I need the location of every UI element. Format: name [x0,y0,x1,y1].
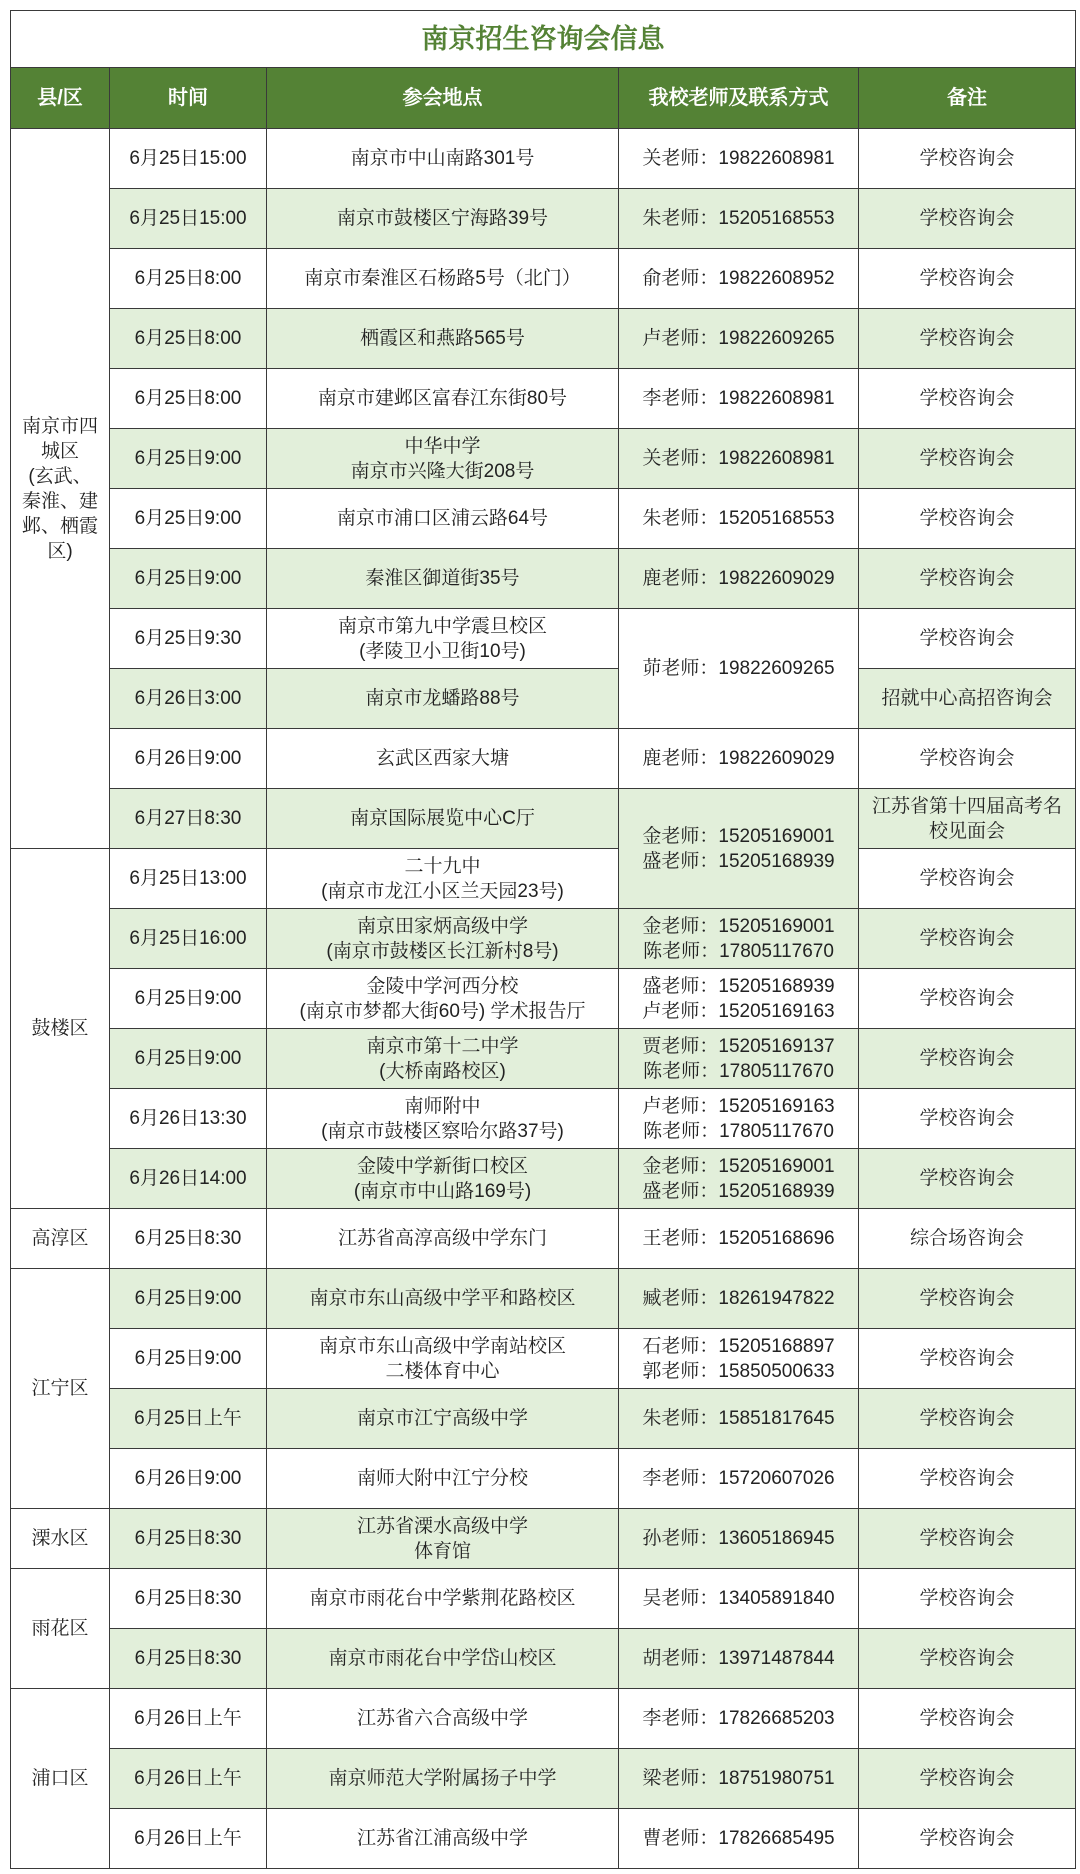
note-line: 学校咨询会 [919,928,1015,949]
table-row [11,1689,1076,1749]
note-line: 学校咨询会 [919,1468,1015,1489]
table-row [11,189,1076,249]
district-name: 秦淮、建 [21,490,98,512]
district-name: 浦口区 [31,1768,89,1789]
location-line: 南京市第十二中学 [366,1035,519,1057]
district-cell [11,849,110,1209]
district-cell [11,1689,110,1869]
note-cell [859,1749,1076,1809]
table-row [11,1509,1076,1569]
header-location: 参会地点 [267,68,619,129]
time-cell: 6月25日8:30 [110,1209,267,1269]
location-cell [267,909,619,969]
table-row [11,1389,1076,1449]
teacher-contact-cell [619,1689,859,1749]
teacher-contact-cell [619,1569,859,1629]
teacher-contact-line: 陈老师：17805117670 [643,1060,834,1082]
note-cell [859,969,1076,1029]
teacher-contact-line: 关老师：19822608981 [642,448,835,469]
teacher-contact-line: 卢老师：15205169163 [642,1095,835,1117]
location-line: 南京市兴隆大街208号 [350,460,535,482]
time-cell: 6月25日9:00 [110,549,267,609]
location-cell [267,549,619,609]
note-line: 学校咨询会 [919,508,1015,529]
note-cell [859,1509,1076,1569]
teacher-contact-cell [619,189,859,249]
location-line: (南京市鼓楼区察哈尔路37号) [321,1120,564,1142]
header-row [11,68,1076,129]
teacher-contact-cell [619,1149,859,1209]
time-cell: 6月25日16:00 [110,909,267,969]
district-cell [11,1269,110,1509]
teacher-contact-line: 孙老师：13605186945 [642,1528,835,1549]
location-line: 南师附中 [404,1095,481,1117]
location-cell [267,489,619,549]
teacher-contact-line: 贾老师：15205169137 [642,1035,835,1057]
time-cell: 6月26日上午 [110,1689,267,1749]
location-line: 南京市秦淮区石杨路5号（北门） [304,268,581,289]
location-cell [267,189,619,249]
note-line: 学校咨询会 [919,388,1015,409]
teacher-contact-cell [619,969,859,1029]
teacher-contact-line: 曹老师：17826685495 [642,1828,835,1849]
note-cell [859,1629,1076,1689]
teacher-contact-line: 鹿老师：19822609029 [642,748,835,769]
note-line: 学校咨询会 [919,1648,1015,1669]
location-line: 二楼体育中心 [385,1360,500,1382]
location-cell [267,1269,619,1329]
time-cell: 6月25日9:00 [110,969,267,1029]
note-cell [859,1209,1076,1269]
location-cell [267,1449,619,1509]
time-cell: 6月25日9:30 [110,609,267,669]
teacher-contact-line: 茆老师：19822609265 [642,658,835,679]
location-line: 江苏省江浦高级中学 [356,1828,528,1849]
table-row [11,249,1076,309]
time-cell: 6月25日8:00 [110,309,267,369]
time-cell: 6月25日15:00 [110,189,267,249]
note-cell [859,309,1076,369]
location-line: 南京市鼓楼区宁海路39号 [336,208,549,229]
teacher-contact-cell [619,609,859,729]
teacher-contact-cell [619,1269,859,1329]
district-name: 区) [47,540,73,562]
teacher-contact-cell [619,1329,859,1389]
teacher-contact-line: 李老师：15720607026 [642,1468,835,1489]
note-cell [859,1149,1076,1209]
location-line: 玄武区西家大塘 [375,748,509,769]
note-line: 学校咨询会 [919,1108,1015,1129]
teacher-contact-line: 盛老师：15205168939 [642,850,835,872]
note-cell [859,789,1076,849]
note-line: 学校咨询会 [919,1588,1015,1609]
time-cell: 6月26日上午 [110,1749,267,1809]
location-cell [267,969,619,1029]
note-cell [859,429,1076,489]
table-row [11,1569,1076,1629]
note-cell [859,369,1076,429]
location-cell [267,1329,619,1389]
teacher-contact-line: 吴老师：13405891840 [642,1588,835,1609]
note-line: 学校咨询会 [919,208,1015,229]
teacher-contact-cell [619,1509,859,1569]
district-name: 城区 [40,440,79,462]
teacher-contact-cell [619,1449,859,1509]
teacher-contact-cell [619,1029,859,1089]
table-row [11,1809,1076,1869]
location-line: (孝陵卫小卫街10号) [359,640,526,662]
note-cell [859,1689,1076,1749]
table-title: 南京招生咨询会信息 [11,11,1076,68]
time-cell: 6月25日8:00 [110,249,267,309]
teacher-contact-line: 胡老师：13971487844 [642,1648,835,1669]
time-cell: 6月25日8:30 [110,1509,267,1569]
time-cell: 6月25日8:00 [110,369,267,429]
note-line: 学校咨询会 [919,1288,1015,1309]
table-row [11,1629,1076,1689]
note-line: 学校咨询会 [919,1348,1015,1369]
table-row [11,909,1076,969]
table-row [11,789,1076,849]
teacher-contact-line: 石老师：15205168897 [642,1335,835,1357]
note-cell [859,189,1076,249]
teacher-contact-line: 金老师：15205169001 [642,1155,835,1177]
location-cell [267,249,619,309]
district-cell [11,1209,110,1269]
table-row [11,429,1076,489]
district-name: 高淳区 [31,1228,89,1249]
teacher-contact-cell [619,1809,859,1869]
location-line: 南京市东山高级中学平和路校区 [309,1288,576,1309]
teacher-contact-cell [619,1209,859,1269]
location-line: 体育馆 [413,1540,471,1562]
note-cell [859,1569,1076,1629]
location-cell [267,1389,619,1449]
teacher-contact-cell [619,249,859,309]
note-line: 学校咨询会 [919,1408,1015,1429]
teacher-contact-cell [619,1389,859,1449]
note-cell [859,1389,1076,1449]
note-cell [859,909,1076,969]
location-line: 南京市江宁高级中学 [356,1408,528,1429]
teacher-contact-line: 李老师：17826685203 [642,1708,835,1729]
note-cell [859,609,1076,669]
note-line: 学校咨询会 [919,1048,1015,1069]
district-name: (玄武、 [28,465,92,487]
note-line: 学校咨询会 [919,1768,1015,1789]
header-district: 县/区 [11,68,110,129]
note-line: 学校咨询会 [919,988,1015,1009]
location-line: 南京田家炳高级中学 [356,915,528,937]
table-row [11,1089,1076,1149]
location-line: 南京师范大学附属扬子中学 [328,1768,557,1789]
table-row [11,549,1076,609]
table-row [11,309,1076,369]
note-cell [859,1089,1076,1149]
location-cell [267,1749,619,1809]
location-line: (南京市中山路169号) [353,1180,532,1202]
table-row [11,609,1076,669]
note-line: 学校咨询会 [919,328,1015,349]
time-cell: 6月26日9:00 [110,1449,267,1509]
teacher-contact-cell [619,1629,859,1689]
table-row [11,1749,1076,1809]
teacher-contact-line: 朱老师：15851817645 [642,1408,835,1429]
table-row [11,1209,1076,1269]
note-line: 江苏省第十四届高考名 [872,795,1063,817]
teacher-contact-cell [619,789,859,909]
note-cell [859,1449,1076,1509]
teacher-contact-line: 俞老师：19822608952 [642,268,835,289]
location-line: 江苏省高淳高级中学东门 [337,1228,547,1249]
location-cell [267,1089,619,1149]
teacher-contact-line: 盛老师：15205168939 [642,1180,835,1202]
location-line: 江苏省六合高级中学 [356,1708,528,1729]
note-line: 学校咨询会 [919,1168,1015,1189]
time-cell: 6月26日3:00 [110,669,267,729]
table-row [11,849,1076,909]
teacher-contact-cell [619,429,859,489]
district-name: 鼓楼区 [31,1018,89,1039]
note-line: 学校咨询会 [919,628,1015,649]
location-cell [267,1629,619,1689]
teacher-contact-line: 陈老师：17805117670 [643,1120,834,1142]
table-row [11,669,1076,729]
location-line: 南京市雨花台中学紫荆花路校区 [309,1588,576,1609]
district-name: 邺、栖霞 [21,515,98,537]
note-line: 综合场咨询会 [910,1228,1025,1249]
table-row [11,1149,1076,1209]
note-line: 校见面会 [929,820,1006,842]
note-cell [859,669,1076,729]
time-cell: 6月25日上午 [110,1389,267,1449]
time-cell: 6月25日13:00 [110,849,267,909]
teacher-contact-cell [619,1089,859,1149]
location-line: 南京国际展览中心C厅 [350,808,535,829]
time-cell: 6月25日9:00 [110,489,267,549]
teacher-contact-cell [619,909,859,969]
location-cell [267,729,619,789]
location-line: 南京市中山南路301号 [350,148,535,169]
location-cell [267,789,619,849]
location-line: 金陵中学河西分校 [366,975,519,997]
table-row [11,969,1076,1029]
location-cell [267,369,619,429]
table-row [11,1269,1076,1329]
teacher-contact-cell [619,129,859,189]
time-cell: 6月25日9:00 [110,1269,267,1329]
location-line: 南师大附中江宁分校 [356,1468,528,1489]
header-teacher-contact: 我校老师及联系方式 [619,68,859,129]
time-cell: 6月25日9:00 [110,429,267,489]
teacher-contact-line: 梁老师：18751980751 [642,1768,835,1789]
teacher-contact-line: 卢老师：15205169163 [642,1000,835,1022]
teacher-contact-line: 王老师：15205168696 [642,1228,835,1249]
teacher-contact-cell [619,729,859,789]
teacher-contact-line: 朱老师：15205168553 [642,508,835,529]
teacher-contact-line: 李老师：19822608981 [642,388,835,409]
location-cell [267,1149,619,1209]
teacher-contact-line: 卢老师：19822609265 [642,328,835,349]
location-line: 南京市雨花台中学岱山校区 [328,1648,557,1669]
table-row [11,729,1076,789]
location-cell [267,609,619,669]
teacher-contact-line: 郭老师：15850500633 [642,1360,835,1382]
location-line: 中华中学 [404,435,481,457]
note-cell [859,729,1076,789]
time-cell: 6月26日13:30 [110,1089,267,1149]
note-cell [859,249,1076,309]
header-time: 时间 [110,68,267,129]
location-line: 南京市浦口区浦云路64号 [336,508,549,529]
note-cell [859,1269,1076,1329]
note-line: 学校咨询会 [919,148,1015,169]
teacher-contact-cell [619,309,859,369]
teacher-contact-line: 金老师：15205169001 [642,825,835,847]
location-line: 栖霞区和燕路565号 [360,328,525,349]
teacher-contact-line: 陈老师：17805117670 [643,940,834,962]
location-cell [267,849,619,909]
location-cell [267,669,619,729]
location-line: (南京市梦都大街60号) 学术报告厅 [299,1000,586,1022]
teacher-contact-line: 臧老师：18261947822 [642,1288,835,1309]
location-line: 南京市龙蟠路88号 [365,688,520,709]
location-line: 南京市第九中学震旦校区 [337,615,547,637]
note-cell [859,129,1076,189]
table-row [11,129,1076,189]
location-line: 南京市建邺区富春江东街80号 [317,388,568,409]
header-note: 备注 [859,68,1076,129]
note-line: 学校咨询会 [919,448,1015,469]
district-name: 溧水区 [31,1528,89,1549]
location-cell [267,1029,619,1089]
teacher-contact-cell [619,369,859,429]
time-cell: 6月25日8:30 [110,1569,267,1629]
consultation-table [10,10,1076,1869]
table-row [11,1449,1076,1509]
note-line: 招就中心高招咨询会 [881,688,1053,709]
location-cell [267,1209,619,1269]
district-name: 南京市四 [21,415,98,437]
teacher-contact-line: 朱老师：15205168553 [642,208,835,229]
location-line: 秦淮区御道街35号 [365,568,520,589]
location-cell [267,129,619,189]
time-cell: 6月27日8:30 [110,789,267,849]
note-line: 学校咨询会 [919,868,1015,889]
table-row [11,1029,1076,1089]
district-name: 江宁区 [31,1378,89,1399]
location-line: 金陵中学新街口校区 [356,1155,528,1177]
district-cell [11,1509,110,1569]
time-cell: 6月26日9:00 [110,729,267,789]
note-line: 学校咨询会 [919,568,1015,589]
location-line: 南京市东山高级中学南站校区 [318,1335,566,1357]
time-cell: 6月25日15:00 [110,129,267,189]
location-line: 二十九中 [404,855,481,877]
location-cell [267,309,619,369]
district-cell [11,129,110,849]
note-cell [859,1809,1076,1869]
teacher-contact-cell [619,549,859,609]
location-line: (南京市鼓楼区长江新村8号) [326,940,559,962]
location-cell [267,429,619,489]
note-line: 学校咨询会 [919,1528,1015,1549]
district-cell [11,1569,110,1689]
teacher-contact-cell [619,1749,859,1809]
location-cell [267,1689,619,1749]
location-line: (南京市龙江小区兰天园23号) [321,880,564,902]
location-cell [267,1509,619,1569]
time-cell: 6月25日8:30 [110,1629,267,1689]
note-cell [859,549,1076,609]
location-cell [267,1569,619,1629]
note-cell [859,1029,1076,1089]
teacher-contact-line: 关老师：19822608981 [642,148,835,169]
note-line: 学校咨询会 [919,268,1015,289]
location-cell [267,1809,619,1869]
location-line: (大桥南路校区) [379,1060,506,1082]
note-line: 学校咨询会 [919,748,1015,769]
note-line: 学校咨询会 [919,1828,1015,1849]
teacher-contact-cell [619,489,859,549]
time-cell: 6月26日14:00 [110,1149,267,1209]
table-row [11,369,1076,429]
table-row [11,1329,1076,1389]
note-line: 学校咨询会 [919,1708,1015,1729]
time-cell: 6月25日9:00 [110,1029,267,1089]
table-row [11,489,1076,549]
teacher-contact-line: 金老师：15205169001 [642,915,835,937]
teacher-contact-line: 鹿老师：19822609029 [642,568,835,589]
district-name: 雨花区 [31,1618,89,1639]
time-cell: 6月25日9:00 [110,1329,267,1389]
note-cell [859,489,1076,549]
note-cell [859,849,1076,909]
location-line: 江苏省溧水高级中学 [356,1515,528,1537]
table-body [11,129,1076,1869]
teacher-contact-line: 盛老师：15205168939 [642,975,835,997]
note-cell [859,1329,1076,1389]
time-cell: 6月26日上午 [110,1809,267,1869]
